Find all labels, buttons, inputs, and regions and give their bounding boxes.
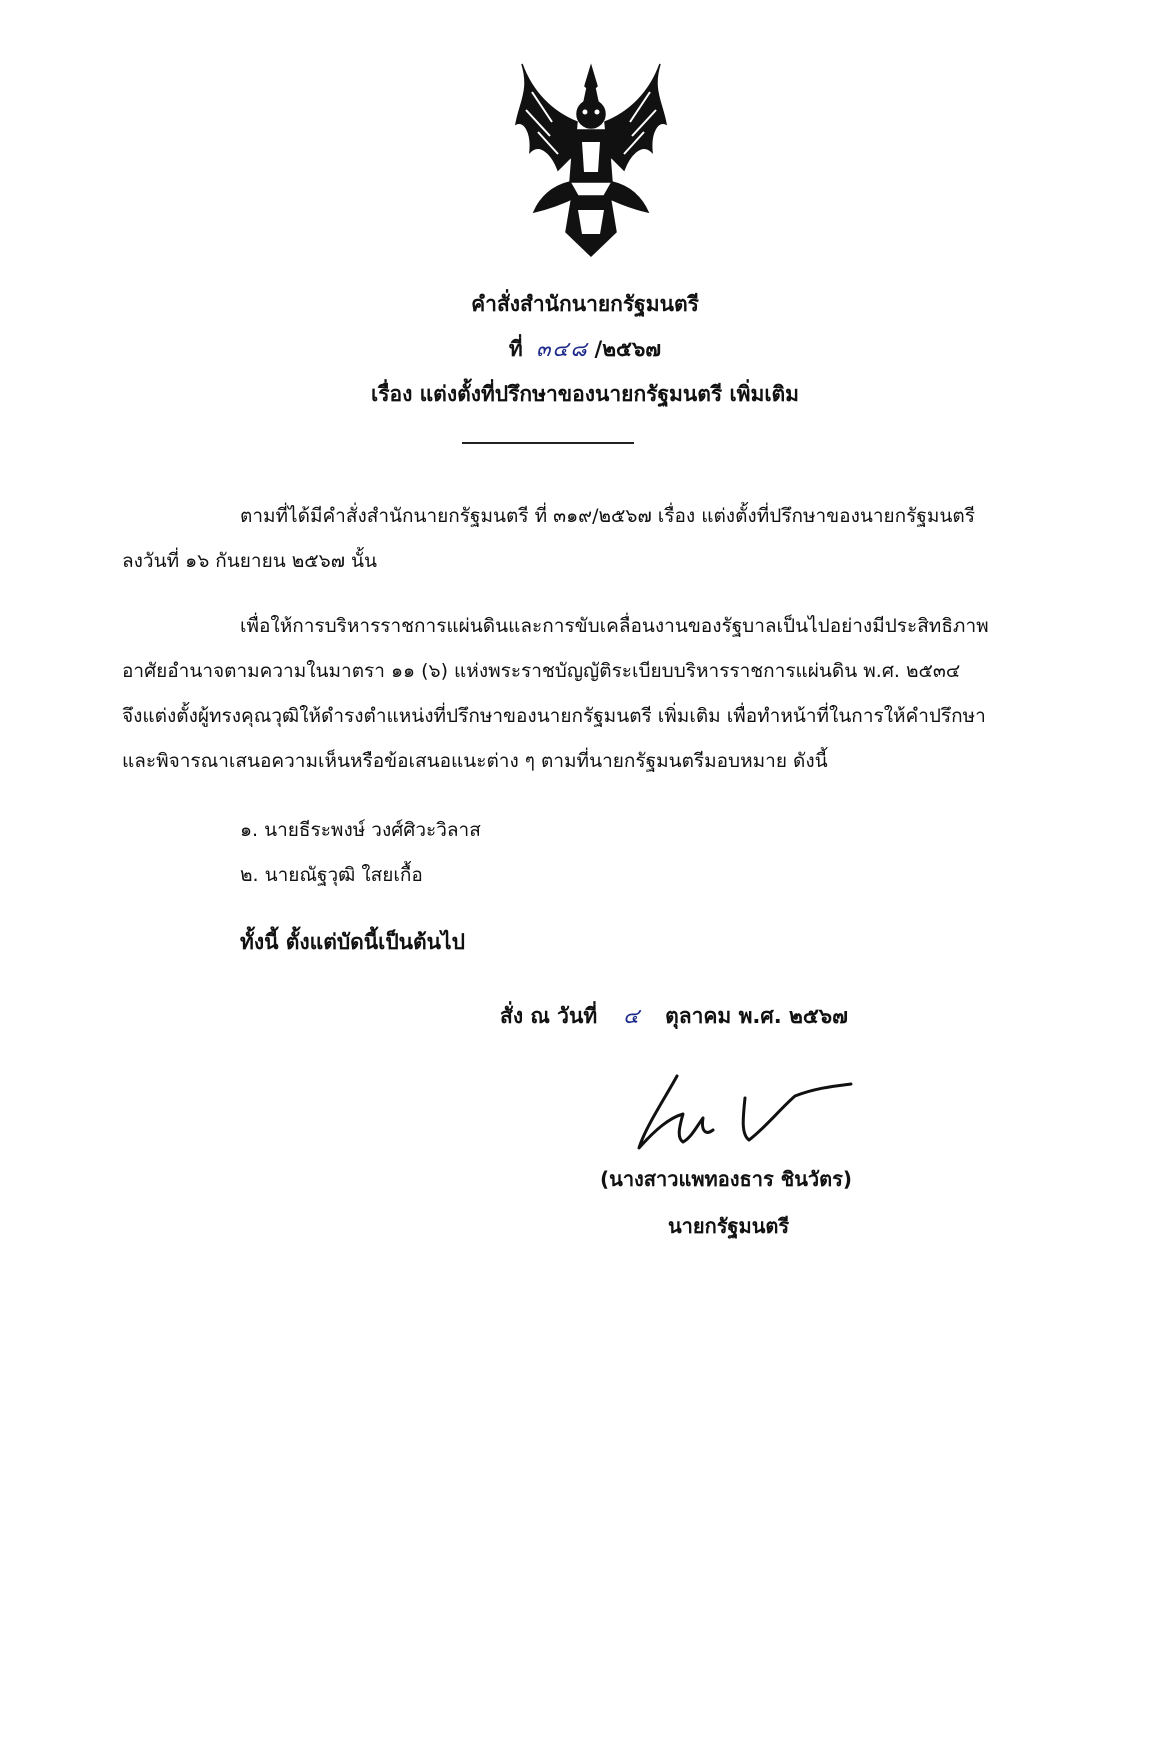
order-number	[0, 333, 1170, 366]
issued-prefix: สั่ง ณ วันที่	[500, 1004, 598, 1028]
order-number-handwritten: ๓๔๘	[536, 337, 589, 361]
signer-name: (นางสาวแพทองธาร ชินวัตร)	[600, 1167, 853, 1191]
paragraph-line: ตามที่ได้มีคำสั่งสำนักนายกรัฐมนตรี ที่ ๓๑๙/๒๕๖๗ เรื่อง แต่งตั้งที่ปรึกษาของนายกรัฐมนตรี	[240, 505, 975, 527]
garuda-emblem-icon	[512, 62, 670, 258]
order-number-prefix: ที่	[508, 337, 523, 361]
paragraph-appointment	[122, 604, 1072, 784]
issued-day-handwritten: ๔	[623, 1004, 640, 1028]
signer-title: นายกรัฐมนตรี	[668, 1214, 790, 1238]
paragraph-line: จึงแต่งตั้งผู้ทรงคุณวุฒิให้ดำรงตำแหน่งที่ปรึกษาของนายกรัฐมนตรี เพิ่มเติม เพื่อทำหน้าที่ในการให้คำปรึกษา	[122, 705, 986, 727]
paragraph-line: อาศัยอำนาจตามความในมาตรา ๑๑ (๖) แห่งพระราชบัญญัติระเบียบบริหารราชการแผ่นดิน พ.ศ. ๒๕๓๔	[122, 660, 961, 682]
appointee-item: ๒. นายณัฐวุฒิ ใสยเกื้อ	[240, 864, 423, 886]
effective-statement: ทั้งนี้ ตั้งแต่บัดนี้เป็นต้นไป	[240, 930, 465, 954]
order-number-suffix: /๒๕๖๗	[594, 337, 662, 361]
issued-date	[500, 1000, 848, 1033]
paragraph-line: เพื่อให้การบริหารราชการแผ่นดินและการขับเคลื่อนงานของรัฐบาลเป็นไปอย่างมีประสิทธิภาพ	[240, 615, 989, 637]
order-title: คำสั่งสำนักนายกรัฐมนตรี	[471, 292, 699, 316]
handwritten-signature-icon	[625, 1068, 855, 1158]
order-subject: เรื่อง แต่งตั้งที่ปรึกษาของนายกรัฐมนตรี เพิ่มเติม	[371, 382, 799, 406]
paragraph-reference	[122, 494, 1072, 584]
appointee-item: ๑. นายธีระพงษ์ วงศ์ศิวะวิลาส	[240, 819, 481, 841]
issued-suffix: ตุลาคม พ.ศ. ๒๕๖๗	[665, 1004, 848, 1028]
title-divider	[462, 442, 634, 444]
paragraph-line: และพิจารณาเสนอความเห็นหรือข้อเสนอแนะต่าง ๆ ตามที่นายกรัฐมนตรีมอบหมาย ดังนี้	[122, 750, 828, 772]
paragraph-line: ลงวันที่ ๑๖ กันยายน ๒๕๖๗ นั้น	[122, 550, 378, 572]
